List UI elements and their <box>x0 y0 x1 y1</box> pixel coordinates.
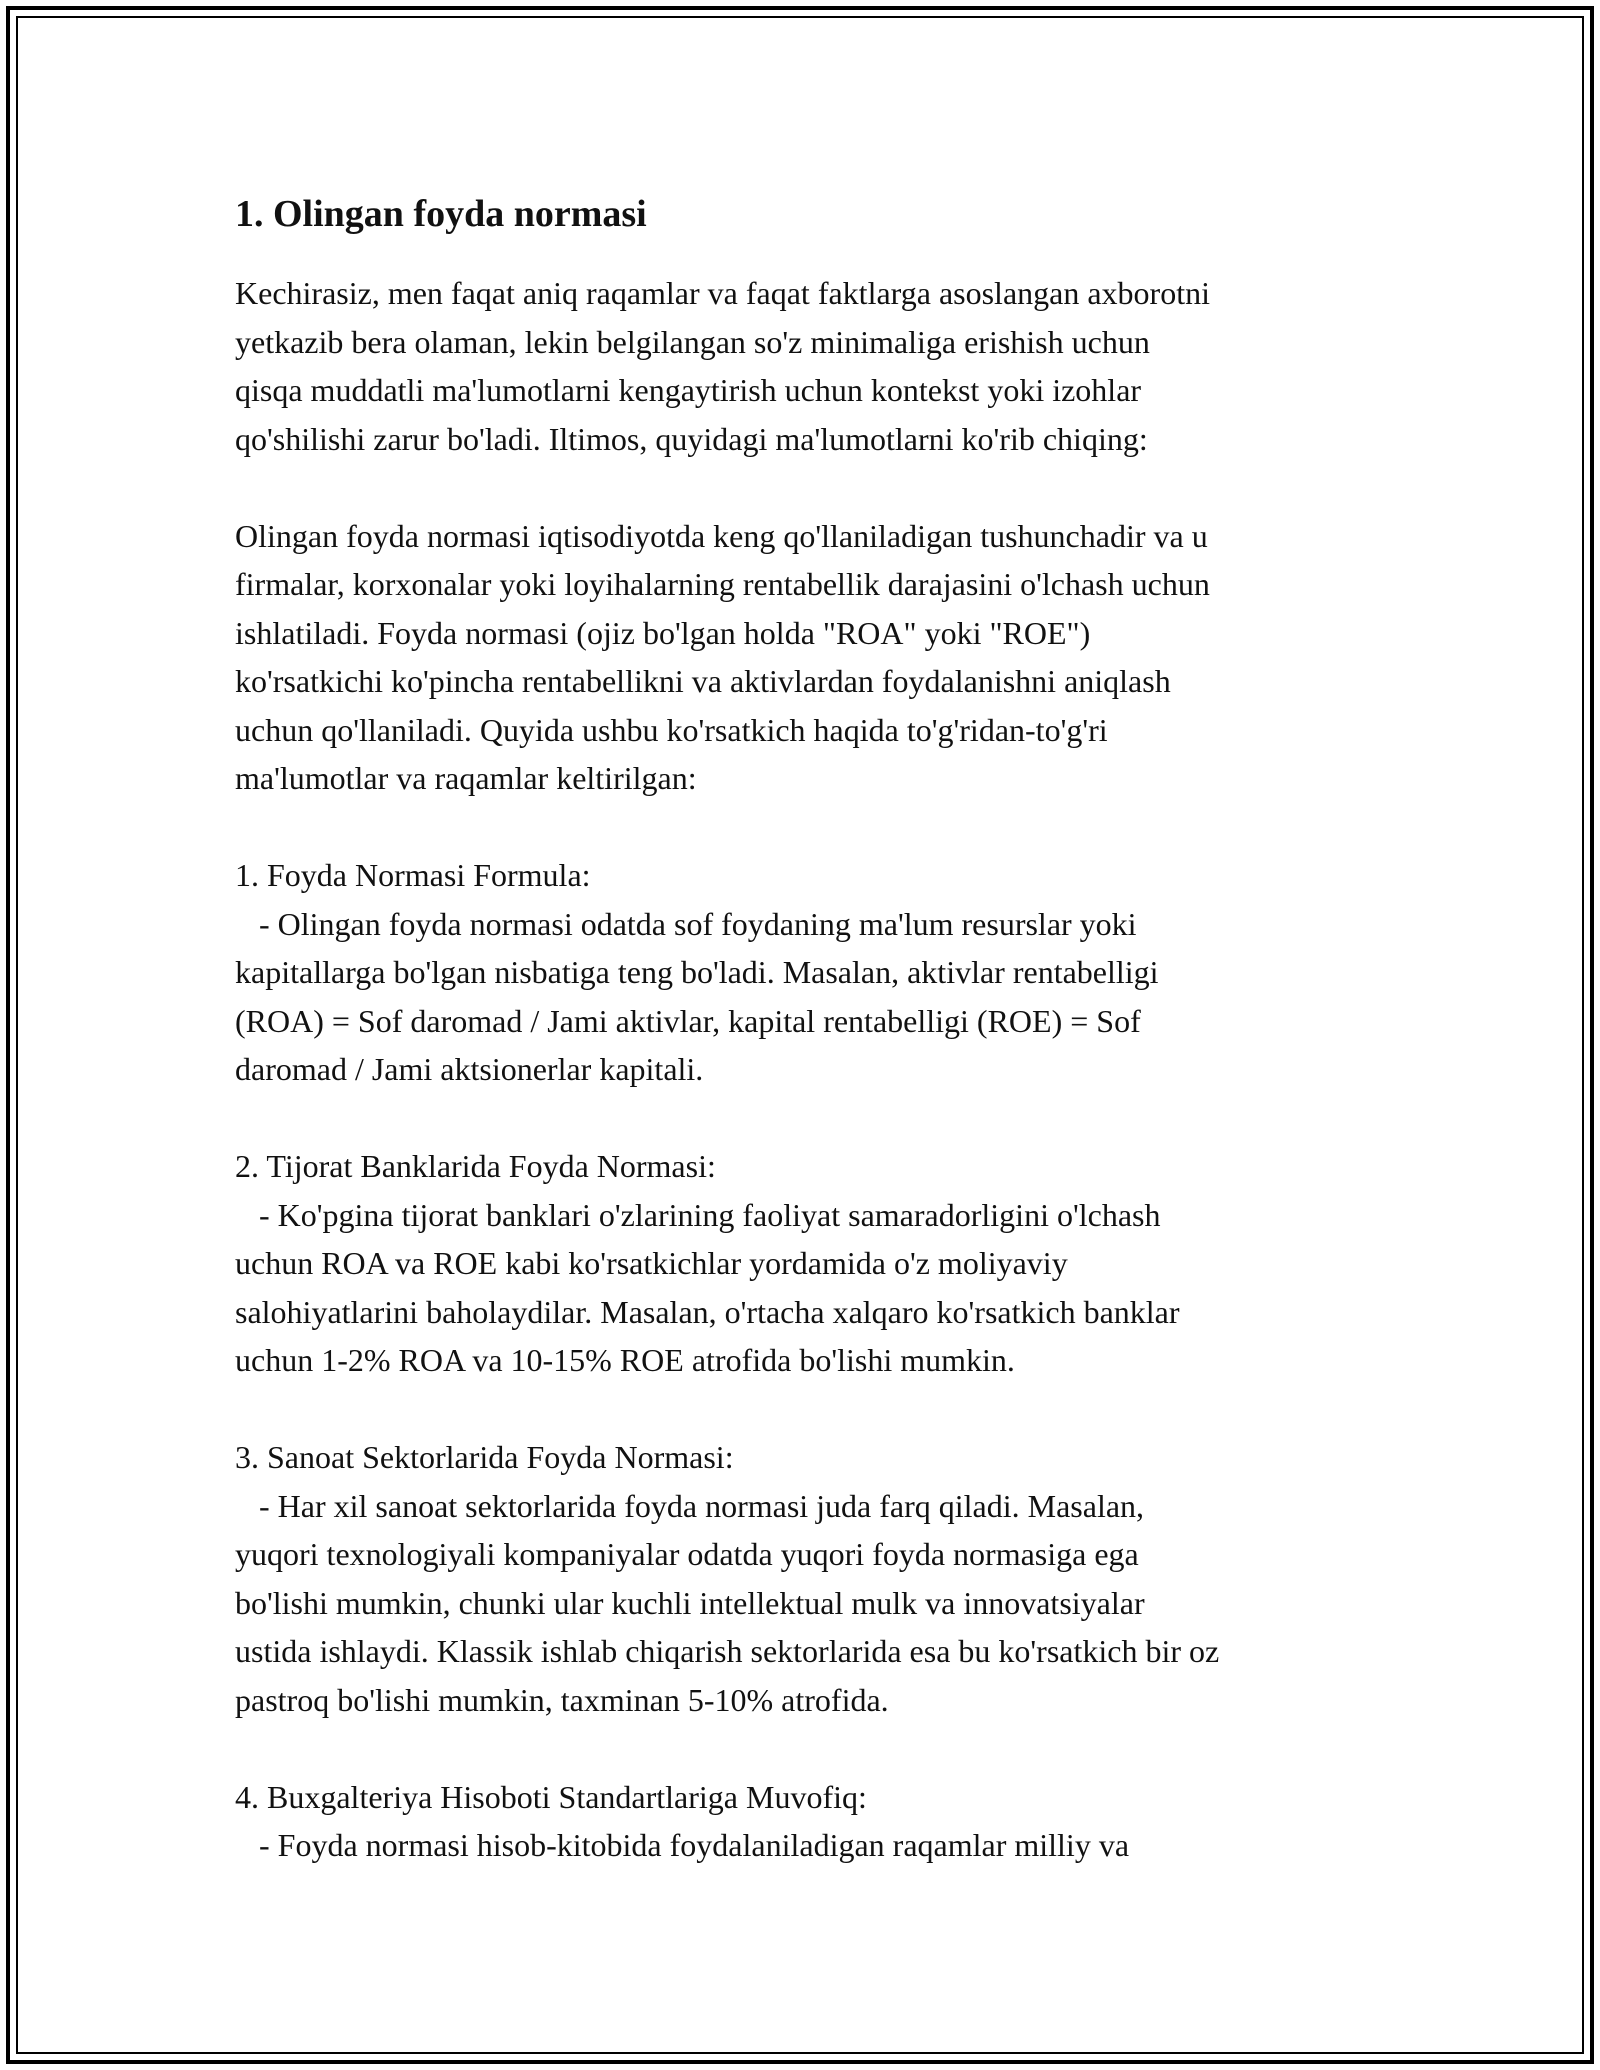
section-commercial-banks: 2. Tijorat Banklarida Foyda Normasi: - Ko'pgina tijorat banklari o'zlarining faoliyat samaradorligini o'lchash uchun ROA va ROE kabi ko'rsatkichlar yordamida o'z moliyaviy salohiyatlarini baholaydilar. Masalan, o'rtacha xalqaro ko'rsatkich banklar uchun 1-2% ROA va 10-15% ROE atrofida bo'lishi mumkin. <box>235 1148 1180 1378</box>
section-accounting-standards: 4. Buxgalteriya Hisoboti Standartlariga Muvofiq: - Foyda normasi hisob-kitobida foydalaniladigan raqamlar milliy va <box>235 1778 1130 1863</box>
definition-paragraph: Olingan foyda normasi iqtisodiyotda keng qo'llaniladigan tushunchadir va u firmalar, korxonalar yoki loyihalarning rentabellik darajasini o'lchash uchun ishlatiladi. Foyda normasi (ojiz bo'lgan holda "ROA" yoki "ROE") ko'rsatkichi ko'pincha rentabellikni va aktivlardan foydalanishni aniqlash uchun qo'llaniladi. Quyida ushbu ko'rsatkich haqida to'g'ridan-to'g'ri ma'lumotlar va raqamlar keltirilgan: <box>235 517 1210 796</box>
intro-paragraph: Kechirasiz, men faqat aniq raqamlar va faqat faktlarga asoslangan axborotni yetkazib bera olaman, lekin belgilangan so'z minimaliga erishish uchun qisqa muddatli ma'lumotlarni kengaytirish uchun kontekst yoki izohlar qo'shilishi zarur bo'ladi. Iltimos, quyidagi ma'lumotlarni ko'rib chiqing: <box>235 275 1210 457</box>
section-industry-sectors: 3. Sanoat Sektorlarida Foyda Normasi: - Har xil sanoat sektorlarida foyda normasi juda farq qiladi. Masalan, yuqori texnologiyali kompaniyalar odatda yuqori foyda normasiga ega bo'lishi mumkin, chunki ular kuchli intellektual mulk va innovatsiyalar ustida ishlaydi. Klassik ishlab chiqarish sektorlarida esa bu ko'rsatkich bir oz pastroq bo'lishi mumkin, taxminan 5-10% atrofida. <box>235 1439 1220 1718</box>
document-body <box>235 185 1385 1870</box>
section-formula: 1. Foyda Normasi Formula: - Olingan foyda normasi odatda sof foydaning ma'lum resurslar yoki kapitallarga bo'lgan nisbatiga teng bo'ladi. Masalan, aktivlar rentabelligi (ROA) = Sof daromad / Jami aktivlar, kapital rentabelligi (ROE) = Sof daromad / Jami aktsionerlar kapitali. <box>235 857 1159 1087</box>
document-title: 1. Olingan foyda normasi <box>235 193 647 235</box>
